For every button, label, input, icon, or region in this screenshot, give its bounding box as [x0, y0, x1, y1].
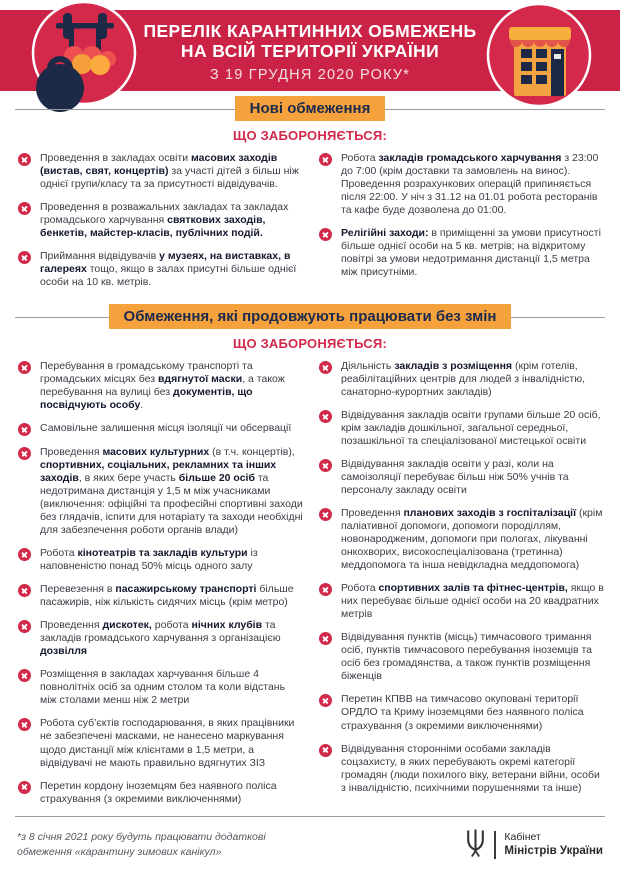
restriction-text: Робота спортивних залів та фітнес-центрів, якщо в них перебуває більше однієї особи на 20 квадратних метрів [341, 582, 604, 621]
prohibited-x-icon [319, 508, 332, 521]
section-unchanged-restrictions-columns [0, 358, 620, 815]
restriction-item [319, 227, 604, 279]
prohibited-x-icon [18, 669, 31, 682]
page-title-line1: ПЕРЕЛІК КАРАНТИННИХ ОБМЕЖЕНЬ [143, 21, 477, 41]
section-new-restrictions-columns [0, 150, 620, 299]
restriction-item [319, 409, 604, 448]
restriction-item [319, 631, 604, 683]
cabinet-of-ministers-logo [465, 828, 603, 863]
restriction-text: Самовільне залишення місця ізоляції чи обсервації [40, 422, 292, 435]
restriction-item [18, 201, 303, 240]
gov-name-line2: Міністрів України [504, 845, 603, 858]
restriction-text: Робота закладів громадського харчування з 23:00 до 7:00 (крім доставки та замовлень на винос). Проведення розрахункових операцій припиняється після 22:00. У ніч з 31.12 на 01.01 робота ресторанів та кафе буде дозволена до 01:00. [341, 152, 599, 217]
restriction-text: Проведення планових заходів з госпіталізації (крім паліативної допомоги, допомоги породіллям, новонародженим, допомоги при пологах, лікуванні онкохворих, високоспеціалізована (третинна) меддопомога та інша невідкладна меддопомога) [341, 507, 603, 572]
restriction-text: Релігійні заходи: в приміщенні за умови присутності більше однієї особи на 5 кв. метрів; на відкритому повітрі за умови недотримання дистанції 1,5 метра між присутніми. [341, 227, 601, 279]
prohibited-x-icon [18, 202, 31, 215]
restriction-text: Проведення масових культурних (в т.ч. концертів), спортивних, соціальних, рекламних та інших заходів, в яких бере участь більше 20 осіб та недотримана дистанція у 1,5 м між учасниками (виключення: офіційні та професійні спортивні заходи без глядачів, іспити для нотаріату та заходи необхідні для забезпечення роботи органів влади) [40, 446, 303, 537]
restriction-text: Відвідування пунктів (місць) тимчасового тримання осіб, пунктів тимчасового перебування іноземців та осіб без громадянства, а також пунктів розміщення біженців [341, 631, 593, 683]
right-column [319, 360, 604, 815]
prohibited-x-icon [18, 620, 31, 633]
restriction-item [18, 152, 303, 191]
prohibited-x-icon [319, 632, 332, 645]
prohibited-x-icon [18, 718, 31, 731]
prohibited-x-icon [18, 781, 31, 794]
section-new-restrictions-header [0, 96, 620, 121]
prohibited-x-icon [18, 584, 31, 597]
prohibited-subheading: ЩО ЗАБОРОНЯЄТЬСЯ: [233, 336, 387, 352]
restriction-item [319, 582, 604, 621]
restriction-item [18, 250, 303, 289]
prohibited-x-icon [18, 251, 31, 264]
prohibited-x-icon [18, 361, 31, 374]
restriction-item [18, 547, 303, 573]
prohibited-x-icon [18, 447, 31, 460]
prohibited-x-icon [319, 361, 332, 374]
restriction-text: Приймання відвідувачів у музеях, на виставках, в галереях тощо, якщо в залах присутні більше однієї особи на 10 кв. метрів. [40, 250, 297, 289]
gym-equipment-icon [30, 0, 138, 107]
prohibited-x-icon [319, 744, 332, 757]
restriction-item [18, 717, 303, 769]
restriction-item [18, 668, 303, 707]
restriction-item [319, 743, 604, 795]
section-badge: Обмеження, які продовжують працювати без змін [109, 304, 512, 329]
restriction-text: Перетин кордону іноземцям без наявного поліса страхування (з окремими виключеннями) [40, 779, 277, 805]
prohibited-x-icon [18, 423, 31, 436]
prohibited-x-icon [319, 228, 332, 241]
restriction-item [18, 360, 303, 412]
tryzub-trident-icon [465, 828, 486, 863]
footer [15, 816, 605, 877]
page-subtitle: З 19 ГРУДНЯ 2020 РОКУ* [209, 66, 411, 83]
left-column [18, 360, 303, 815]
restriction-item [18, 619, 303, 658]
prohibited-x-icon [319, 694, 332, 707]
restriction-text: Перетин КПВВ на тимчасово окуповані території ОРДЛО та Криму іноземцями без наявного поліса страхування (з окремими виключеннями) [341, 693, 584, 732]
header-banner [0, 0, 620, 104]
section-badge: Нові обмеження [235, 96, 386, 121]
page-title-line2: НА ВСІЙ ТЕРИТОРІЇ УКРАЇНИ [180, 41, 440, 62]
restriction-item [18, 422, 303, 436]
prohibited-x-icon [18, 548, 31, 561]
footnote-text: *з 8 січня 2021 року будуть працювати додаткові обмеження «карантину зимових канікул» [17, 831, 266, 859]
restriction-text: Відвідування закладів освіти групами більше 20 осіб, крім закладів дошкільної, загальної середньої, позашкільної та спеціалізованої мистецької освіти [341, 409, 601, 448]
restriction-item [319, 152, 604, 217]
restriction-text: Робота суб’єктів господарювання, в яких працівники не забезпечені масками, не нанесено маркування щодо дистанції між клієнтами в 1,5 метри, а відвідувачі не мають правильно вдягнутих ЗІЗ [40, 717, 295, 769]
gov-name-line1: Кабінет [504, 831, 541, 844]
restriction-item [319, 360, 604, 399]
storefront-icon [485, 1, 593, 109]
restriction-text: Робота кінотеатрів та закладів культури із наповненістю понад 50% місць одного залу [40, 547, 258, 573]
right-column [319, 152, 604, 299]
prohibited-x-icon [319, 583, 332, 596]
restriction-item [319, 507, 604, 572]
restriction-item [18, 780, 303, 806]
left-column [18, 152, 303, 299]
section-unchanged-restrictions-header [0, 304, 620, 329]
prohibited-x-icon [319, 459, 332, 472]
prohibited-x-icon [18, 153, 31, 166]
prohibited-x-icon [319, 153, 332, 166]
restriction-item [319, 458, 604, 497]
restriction-text: Відвідування сторонніми особами закладів соцзахисту, в яких перебувають окремі категорії громадян (люди похилого віку, ветерани війни, особи з інвалідністю, психічними порушеннями та інше) [341, 742, 600, 794]
restriction-item [319, 693, 604, 732]
restriction-text: Проведення дискотек, робота нічних клубів та закладів громадського харчування з організацією дозвілля [40, 619, 281, 658]
restriction-text: Відвідування закладів освіти у разі, коли на самоізоляції перебуває більш ніж 50% учнів та персоналу закладу освіти [341, 458, 569, 497]
restriction-text: Проведення в розважальних закладах та закладах громадського харчування святкових заходів, бенкетів, майстер-класів, публічних подій. [40, 201, 289, 240]
restriction-text: Розміщення в закладах харчування більше 4 повнолітніх осіб за одним столом та коли відстань між столами менш ніж 2 метри [40, 668, 286, 707]
prohibited-x-icon [319, 410, 332, 423]
restriction-text: Діяльність закладів з розміщення (крім готелів, реабілітаційних центрів для людей з інвалідністю, санаторно-курортних закладів) [341, 360, 586, 399]
restriction-text: Проведення в закладах освіти масових заходів (вистав, свят, концертів) за участі дітей з більш ніж однієї групи/класу та за присутності відвідувачів. [40, 152, 299, 191]
restriction-item [18, 583, 303, 609]
restriction-text: Перевезення в пасажирському транспорті більше пасажирів, ніж кількість сидячих місць (крім метро) [40, 583, 294, 609]
restriction-item [18, 446, 303, 537]
logo-divider [494, 831, 496, 859]
prohibited-subheading: ЩО ЗАБОРОНЯЄТЬСЯ: [233, 128, 387, 143]
restriction-text: Перебування в громадському транспорті та громадських місцях без вдягнутої маски, а також перебування на вулиці без документів, що посвідчують особу. [40, 360, 285, 412]
